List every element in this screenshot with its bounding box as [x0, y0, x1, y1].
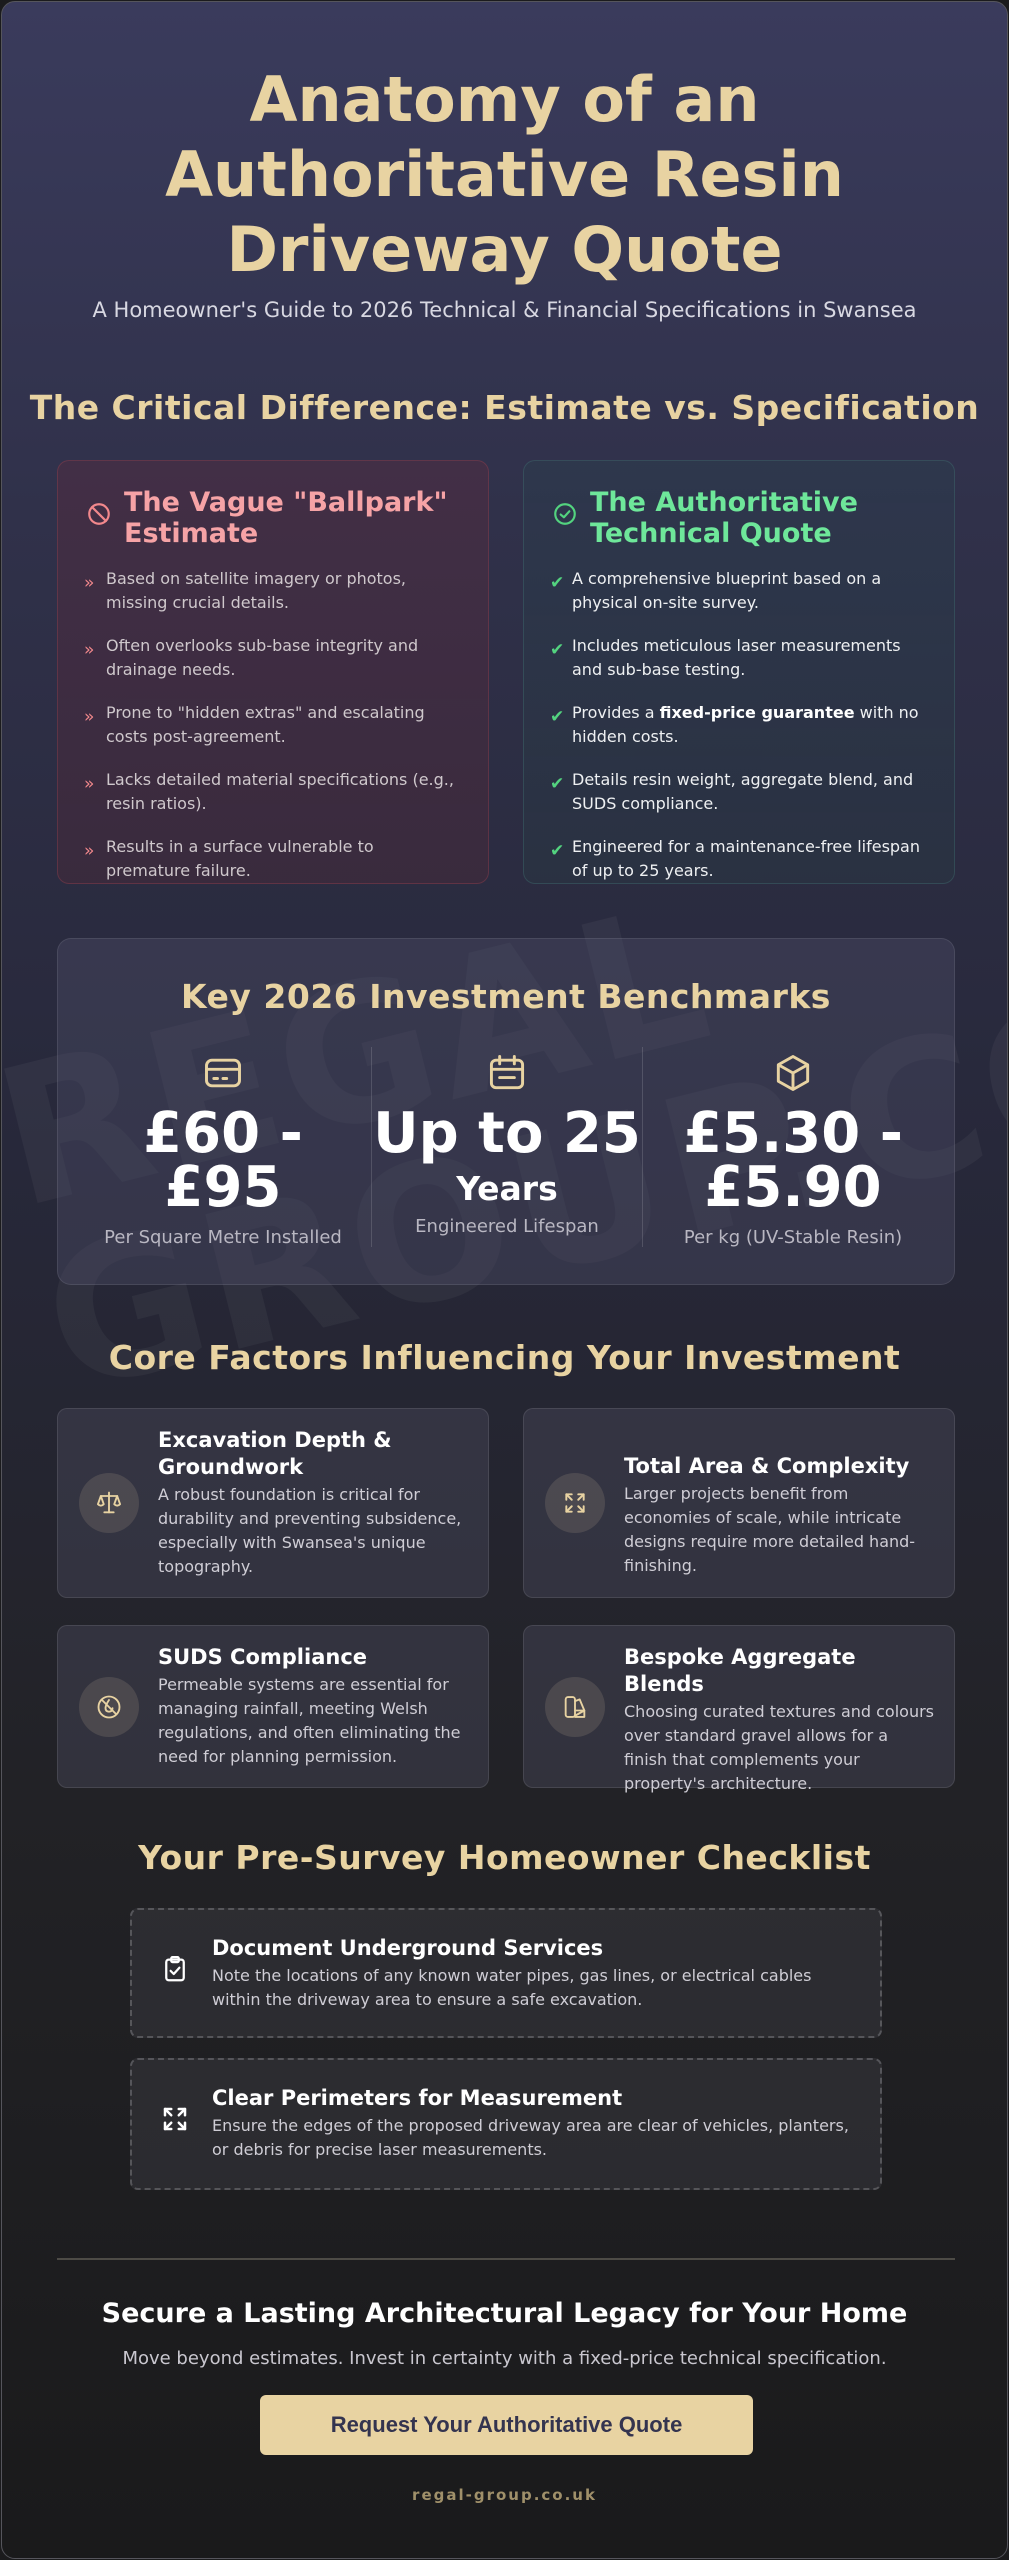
list-item: » Based on satellite imagery or photos, missing crucial details.: [84, 567, 462, 615]
chevron-right-icon: »: [84, 774, 95, 794]
factor-title: SUDS Compliance: [158, 1645, 368, 1669]
benchmark-label: Per kg (UV-Stable Resin): [683, 1227, 903, 1248]
scales-icon: [95, 1489, 123, 1517]
list-item: ✔ A comprehensive blueprint based on a physical on-site survey.: [550, 567, 928, 615]
benchmark-resin-price: [658, 1051, 928, 1248]
list-item: » Prone to "hidden extras" and escalating costs post-agreement.: [84, 701, 462, 749]
checklist-title: Your Pre-Survey Homeowner Checklist: [138, 1838, 871, 1877]
section-divider: [57, 2258, 955, 2260]
checklist-item-title: Document Underground Services: [212, 1936, 604, 1960]
calendar-icon: [485, 1051, 529, 1095]
benchmark-unit: Years: [456, 1169, 558, 1208]
benchmark-value: Up to 25: [373, 1101, 641, 1166]
expand-icon: [562, 1490, 588, 1516]
check-circle-icon: [552, 501, 578, 527]
factor-icon-wrap: [79, 1473, 139, 1533]
factor-icon-wrap: [545, 1677, 605, 1737]
chevron-right-icon: »: [84, 841, 95, 861]
checklist-item-desc: Ensure the edges of the proposed driveway area are clear of vehicles, planters, or debris for precise laser measurements.: [212, 2116, 849, 2159]
check-icon: ✔: [550, 573, 565, 593]
checklist-item-perimeters: [130, 2058, 882, 2190]
check-icon: ✔: [550, 707, 565, 727]
benchmark-value: £5.30 - £5.90: [683, 1101, 903, 1220]
ban-icon: [86, 501, 112, 527]
chevron-right-icon: »: [84, 573, 95, 593]
benchmarks-panel: [57, 938, 955, 1285]
list-item: ✔ Engineered for a maintenance-free lifespan of up to 25 years.: [550, 835, 928, 883]
chevron-right-icon: »: [84, 707, 95, 727]
factor-area: [523, 1408, 955, 1598]
list-item: ✔ Provides a fixed-price guarantee with no hidden costs.: [550, 701, 928, 749]
list-item: » Results in a surface vulnerable to premature failure.: [84, 835, 462, 883]
vague-list: [84, 567, 462, 902]
auth-card-title: The Authoritative Technical Quote: [590, 487, 858, 549]
benchmark-label: Engineered Lifespan: [415, 1216, 599, 1237]
list-item: » Often overlooks sub-base integrity and drainage needs.: [84, 634, 462, 682]
factor-excavation: [57, 1408, 489, 1598]
factor-desc: A robust foundation is critical for durability and preventing subsidence, especially with Swansea's unique topography.: [158, 1485, 462, 1576]
factor-desc: Choosing curated textures and colours over standard gravel allows for a finish that complements your property's architecture.: [624, 1702, 935, 1793]
check-icon: ✔: [550, 774, 565, 794]
checklist-item-title: Clear Perimeters for Measurement: [212, 2086, 623, 2110]
infographic-page: [1, 1, 1008, 2559]
factor-desc: Permeable systems are essential for managing rainfall, meeting Welsh regulations, and often eliminating the need for planning permission.: [158, 1675, 461, 1766]
fixed-price-highlight: fixed-price guarantee: [659, 703, 855, 722]
factor-title: Bespoke Aggregate Blends: [624, 1645, 856, 1696]
vague-estimate-card: [57, 460, 489, 884]
factor-title: Excavation Depth & Groundwork: [158, 1428, 392, 1479]
chevron-right-icon: »: [84, 640, 95, 660]
footer-site-link[interactable]: regal-group.co.uk: [412, 2486, 597, 2504]
list-item: ✔ Includes meticulous laser measurements and sub-base testing.: [550, 634, 928, 682]
authoritative-quote-card: [523, 460, 955, 884]
cube-icon: [771, 1051, 815, 1095]
cta-title: Secure a Lasting Architectural Legacy for Your Home: [101, 2298, 908, 2329]
check-icon: ✔: [550, 841, 565, 861]
checklist-item-desc: Note the locations of any known water pipes, gas lines, or electrical cables within the driveway area to ensure a safe excavation.: [212, 1966, 812, 2009]
page-subtitle: A Homeowner's Guide to 2026 Technical & Financial Specifications in Swansea: [92, 298, 917, 322]
palette-icon: [561, 1693, 589, 1721]
factors-title: Core Factors Influencing Your Investment: [108, 1338, 901, 1377]
factor-icon-wrap: [79, 1677, 139, 1737]
checklist-item-underground: [130, 1908, 882, 2038]
factor-suds: [57, 1625, 489, 1788]
comparison-title: The Critical Difference: Estimate vs. Specification: [29, 388, 980, 427]
benchmark-price-per-sqm: [88, 1051, 358, 1248]
factor-desc: Larger projects benefit from economies of scale, while intricate designs require more detailed hand-finishing.: [624, 1484, 916, 1575]
request-quote-button[interactable]: Request Your Authoritative Quote: [260, 2395, 753, 2455]
check-icon: ✔: [550, 640, 565, 660]
list-item: » Lacks detailed material specifications (e.g., resin ratios).: [84, 768, 462, 816]
factor-icon-wrap: [545, 1473, 605, 1533]
benchmark-divider: [642, 1047, 643, 1247]
card-icon: [201, 1051, 245, 1095]
no-water-icon: [95, 1693, 123, 1721]
list-item: ✔ Details resin weight, aggregate blend, and SUDS compliance.: [550, 768, 928, 816]
benchmarks-title: Key 2026 Investment Benchmarks: [181, 977, 831, 1016]
page-title: Anatomy of an Authoritative Resin Driveway Quote: [165, 63, 844, 286]
factor-aggregate: [523, 1625, 955, 1793]
factor-title: Total Area & Complexity: [624, 1454, 910, 1478]
benchmark-lifespan: [372, 1051, 642, 1237]
benchmark-value: £60 - £95: [143, 1101, 303, 1220]
cta-subtitle: Move beyond estimates. Invest in certainty with a fixed-price technical specification.: [122, 2348, 887, 2369]
benchmark-label: Per Square Metre Installed: [104, 1227, 342, 1248]
vague-card-title: The Vague "Ballpark" Estimate: [124, 487, 448, 549]
expand-icon: [160, 2104, 190, 2134]
clipboard-check-icon: [160, 1954, 190, 1984]
auth-list: [550, 567, 928, 902]
